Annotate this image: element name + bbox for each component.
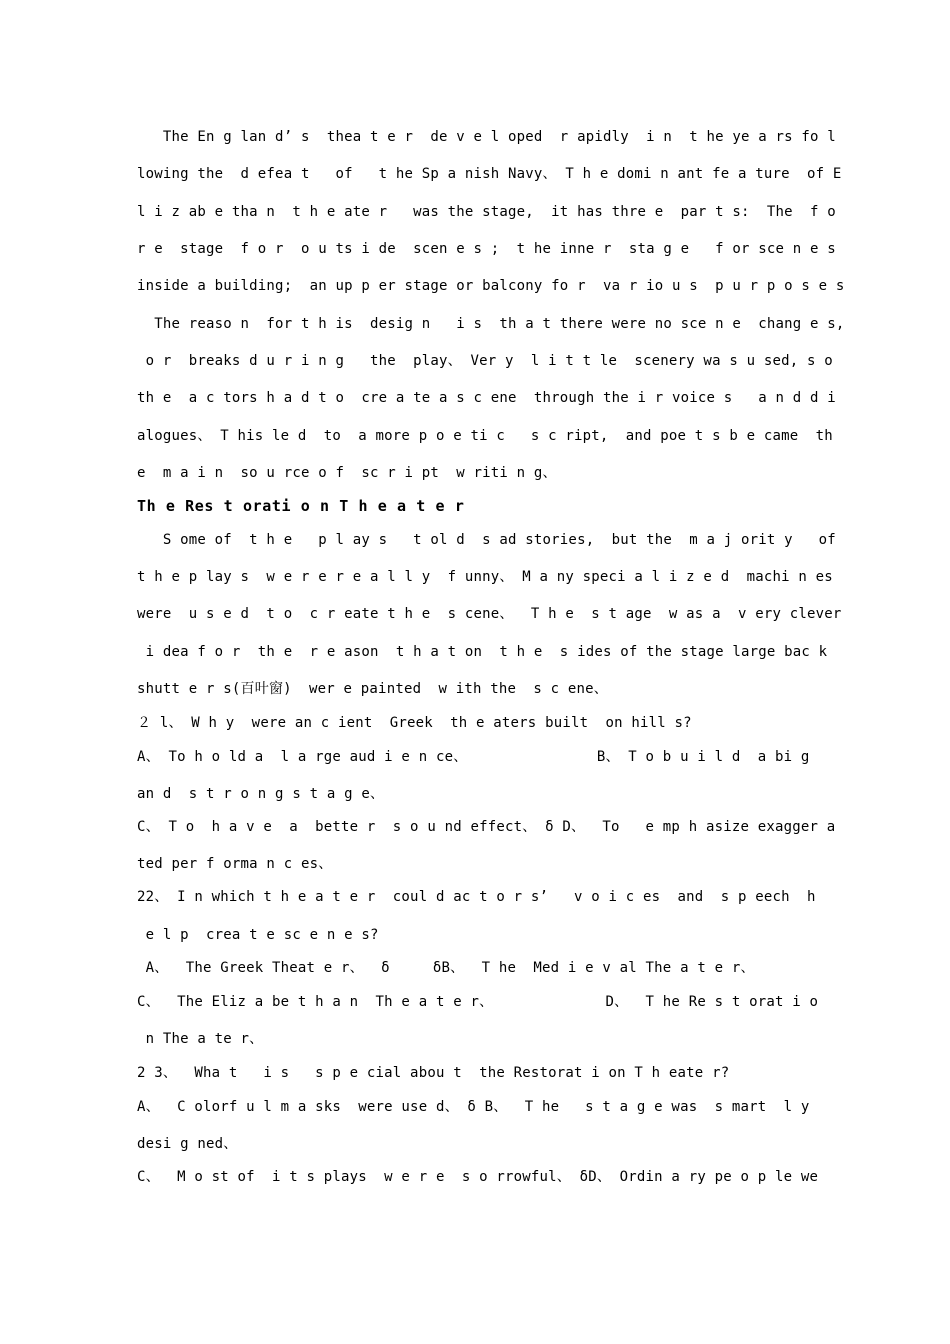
section-heading: Th e Res t orati o n T h e a t e r <box>137 497 465 515</box>
question-23-options-ab-cont: desi g ned、 <box>137 1136 238 1152</box>
question-21-options-cd: C、 T o h a v e a bette r s o u nd effect、 δ D、 To e mp h asize exagger a <box>137 819 836 835</box>
question-22-options-cd: C、 The Eliz a be t h a n Th e a t e r、 D、 T he Re s t orat i o <box>137 994 819 1010</box>
question-21-stem: ２ l、 W h y were an c ient Greek th e aters built on hill s? <box>137 715 692 731</box>
passage-line: inside a building; an up p er stage or balcony fo r va r io u s p u r p o s e s <box>137 278 845 294</box>
question-23-options-ab: A、 C olorf u l m a sks were use d、 δ B、 T he s t a g e was s mart l y <box>137 1099 810 1115</box>
passage-line: th e a c tors h a d t o cre a te a s c ene through the i r voice s a n d d i <box>137 390 836 406</box>
passage-line: alogues、 T his le d to a more p o e ti c s c ript, and poe t s b e came th <box>137 428 833 444</box>
passage-line: The En g lan d’ s thea t e r de v e l oped r apidly i n t he ye a rs fo l <box>137 129 836 145</box>
question-21-options-ab: A、 To h o ld a l a rge aud i e n ce、 B、 T o b u i l d a bi g <box>137 749 810 765</box>
passage-line: l i z ab e tha n t h e ate r was the stage, it has thre e par t s: The f o <box>137 204 836 220</box>
question-22-options-cd-cont: n The a te r、 <box>137 1031 264 1047</box>
section-line: shutt e r s(百叶窗) wer e painted w ith the s c ene、 <box>137 681 608 697</box>
passage-line: lowing the d efea t of t he Sp a nish Navy、 T h e domi n ant fe a ture of E <box>137 166 842 182</box>
question-22-stem: 22、 I n which t h e a t e r coul d ac t o r s’ v o i c es and s p eech h <box>137 889 816 905</box>
passage-line: e m a i n so u rce o f sc r i pt w riti n g、 <box>137 465 557 481</box>
section-line: S ome of t h e p l ay s t ol d s ad stories, but the m a j orit y of <box>137 532 836 548</box>
question-23-stem: 2 3、 Wha t i s s p e cial abou t the Restorat i on T h eate r? <box>137 1065 730 1081</box>
passage-line: r e stage f o r o u ts i de scen e s ; t he inne r sta g e f or sce n e s <box>137 241 836 257</box>
question-21-options-ab-cont: an d s t r o n g s t a g e、 <box>137 786 385 802</box>
passage-line: o r breaks d u r i n g the play、 Ver y l i t t le scenery wa s u sed, s o <box>137 353 833 369</box>
section-line: i dea f o r th e r e ason t h a t on t h e s ides of the stage large bac k <box>137 644 828 660</box>
section-line: were u s e d t o c r eate t h e s cene、 T h e s t age w as a v ery clever <box>137 606 842 622</box>
question-23-options-cd: C、 M o st of i t s plays w e r e s o rrowful、 δD、 Ordin a ry pe o p le we <box>137 1169 819 1185</box>
question-21-options-cd-cont: ted per f orma n c es、 <box>137 856 333 872</box>
question-22-stem-cont: e l p crea t e sc e n e s? <box>137 927 379 943</box>
question-22-options-ab: A、 The Greek Theat e r、 δ δB、 T he Med i e v al The a t e r、 <box>137 960 755 976</box>
section-line: t h e p lay s w e r e r e a l l y f unny、 M a ny speci a l i z e d machi n es <box>137 569 833 585</box>
passage-line: The reaso n for t h is desig n i s th a t there were no sce n e chang e s, <box>137 316 845 332</box>
